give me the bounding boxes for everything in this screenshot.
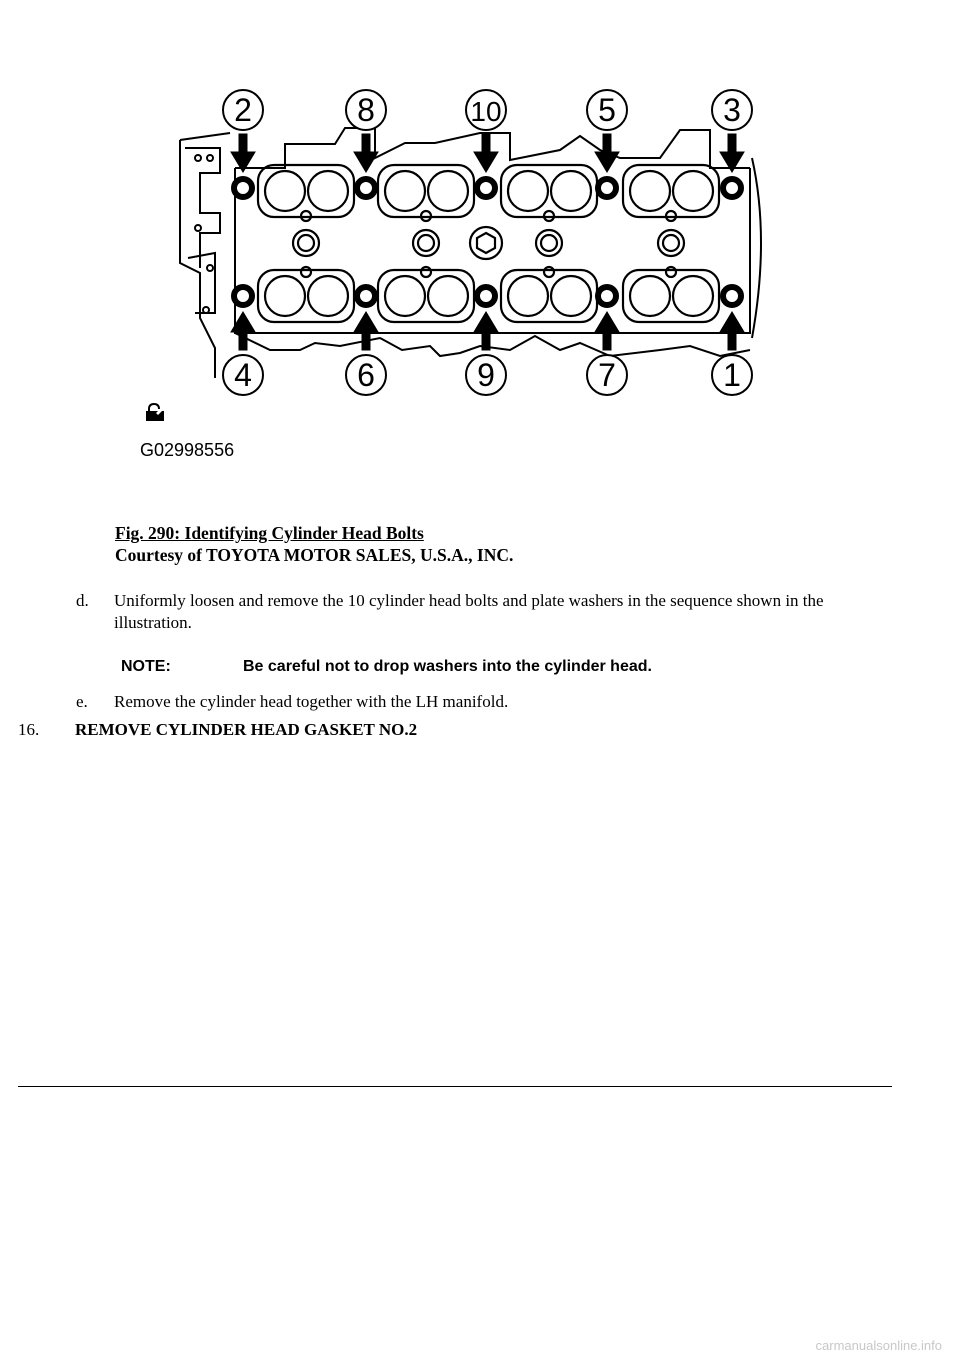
arrow-shaft: [482, 330, 490, 350]
arrow-up: [595, 312, 619, 332]
page-divider: [18, 1086, 892, 1087]
figure-title[interactable]: Fig. 290: Identifying Cylinder Head Bolts: [115, 523, 424, 543]
section-number: 16.: [18, 720, 40, 739]
figure-caption: [115, 522, 513, 566]
arrow-shaft: [239, 134, 247, 154]
arrow-down: [354, 152, 378, 172]
note-text: Be careful not to drop washers into the cylinder head.: [243, 658, 652, 675]
arrow-shaft: [239, 330, 247, 350]
svg-text:3: 3: [723, 92, 741, 128]
note-label: NOTE:: [121, 658, 171, 675]
bolt-marker: [234, 287, 252, 305]
arrow-shaft: [603, 330, 611, 350]
arrow-down: [595, 152, 619, 172]
bolt-label-top: [223, 90, 263, 130]
bolt-label-top: [466, 90, 506, 130]
bolt-marker: [234, 179, 252, 197]
arrow-shaft: [603, 134, 611, 154]
svg-text:4: 4: [234, 357, 252, 393]
figure-credit: Courtesy of TOYOTA MOTOR SALES, U.S.A., INC.: [115, 545, 514, 565]
svg-text:2: 2: [234, 92, 252, 128]
arrow-shaft: [482, 134, 490, 154]
bolt-marker: [477, 287, 495, 305]
lock-icon: [146, 403, 164, 421]
valve-pair: [378, 165, 474, 217]
step-text: Remove the cylinder head together with the LH manifold.: [114, 692, 509, 711]
arrow-shaft: [362, 134, 370, 154]
bolt-marker: [598, 179, 616, 197]
plug-bore: [413, 230, 439, 256]
arrow-shaft: [362, 330, 370, 350]
bolt-label-bottom: [346, 355, 386, 395]
bolt-marker: [357, 179, 375, 197]
bolt-label-bottom: [587, 355, 627, 395]
bolt-marker: [723, 287, 741, 305]
bolt-label-bottom: [223, 355, 263, 395]
bolt-marker: [477, 179, 495, 197]
watermark: carmanualsonline.info: [815, 1338, 942, 1353]
plug-bore: [293, 230, 319, 256]
svg-text:10: 10: [470, 96, 502, 127]
bolt-marker: [357, 287, 375, 305]
bolt-label-top: [346, 90, 386, 130]
section-title: REMOVE CYLINDER HEAD GASKET NO.2: [75, 720, 418, 739]
step-marker: d.: [76, 591, 89, 610]
bolt-label-bottom: [712, 355, 752, 395]
valve-pair: [258, 165, 354, 217]
valve-pair: [623, 165, 719, 217]
arrow-up: [354, 312, 378, 332]
figure-code: G02998556: [140, 440, 235, 460]
arrow-shaft: [728, 134, 736, 154]
bolt-marker: [723, 179, 741, 197]
step-text: Uniformly loosen and remove the 10 cylinder head bolts and plate washers in the sequence shown in the illustration.: [114, 591, 824, 632]
valve-pair: [501, 165, 597, 217]
arrow-up: [474, 312, 498, 332]
bolt-label-top: [587, 90, 627, 130]
svg-text:8: 8: [357, 92, 375, 128]
svg-text:9: 9: [477, 357, 495, 393]
bolt-label-bottom: [466, 355, 506, 395]
arrow-down: [474, 152, 498, 172]
svg-text:6: 6: [357, 357, 375, 393]
arrow-shaft: [728, 330, 736, 350]
bolt-marker: [598, 287, 616, 305]
step-marker: e.: [76, 692, 88, 711]
arrow-up: [720, 312, 744, 332]
svg-text:1: 1: [723, 357, 741, 393]
bolt-label-top: [712, 90, 752, 130]
svg-text:5: 5: [598, 92, 616, 128]
svg-text:7: 7: [598, 357, 616, 393]
cylinder-head-bolt-diagram: [140, 88, 780, 468]
